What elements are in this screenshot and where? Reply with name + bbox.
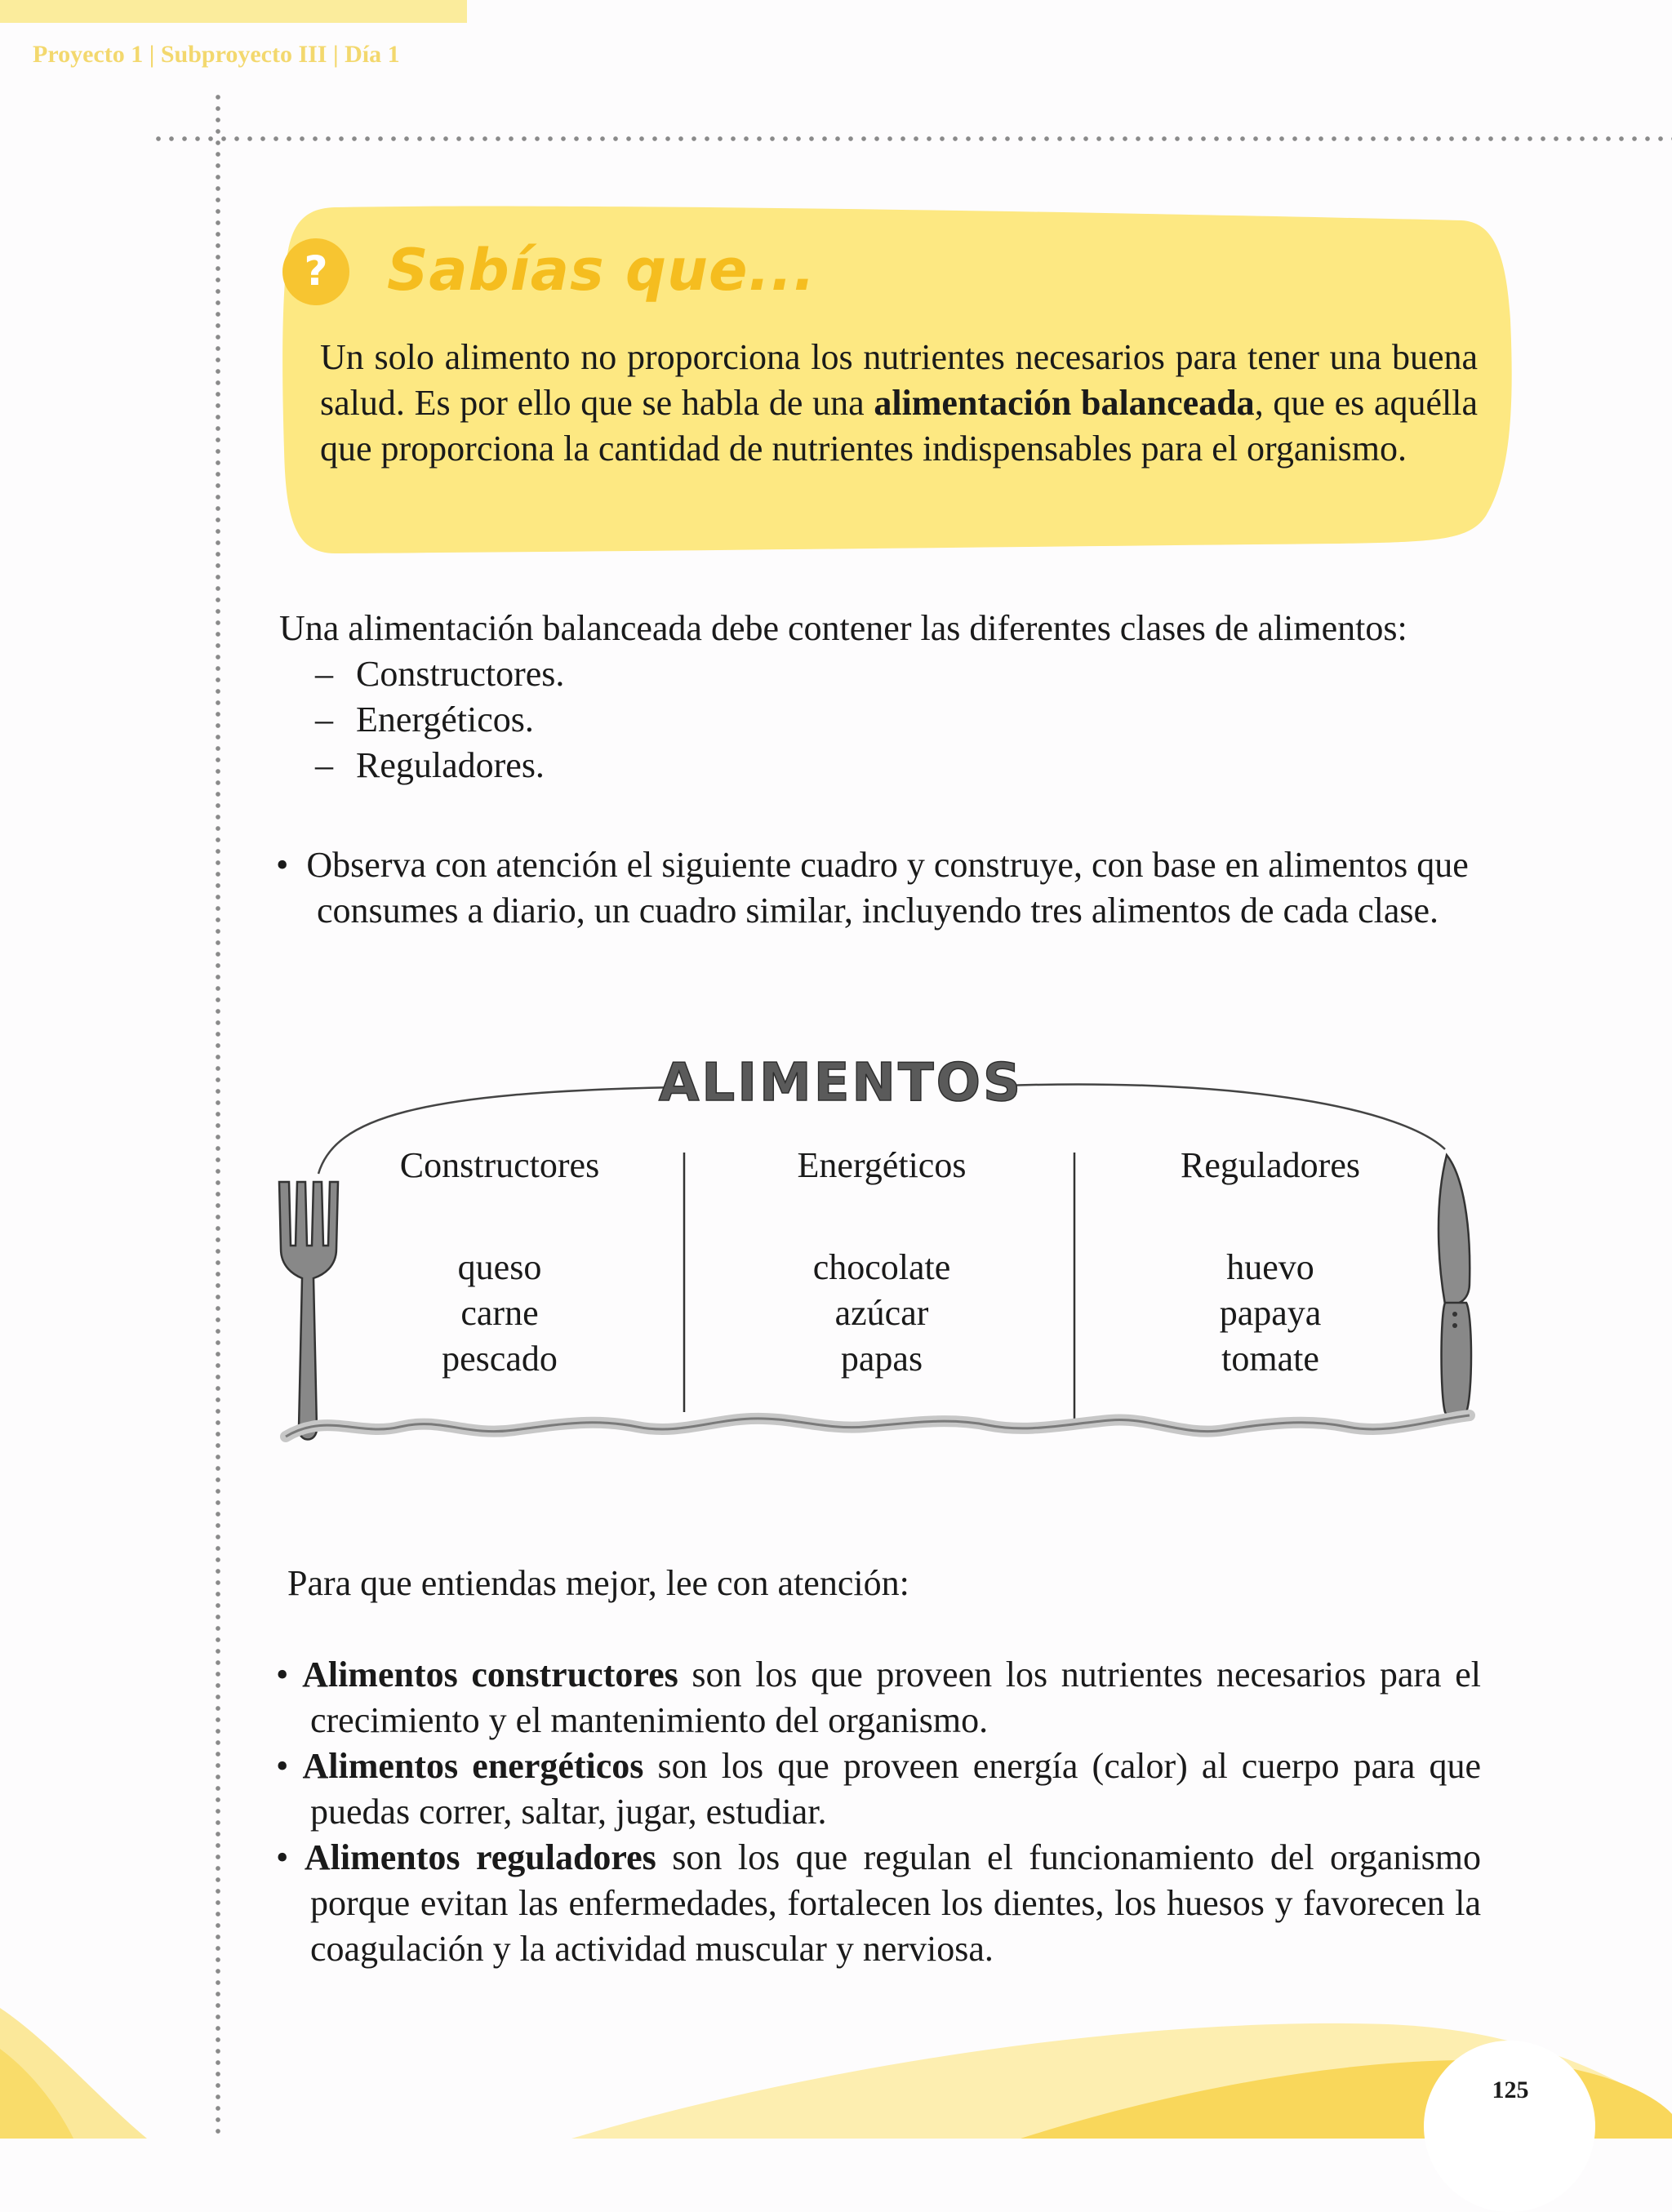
list-item-text: Energéticos.	[356, 700, 534, 740]
column-item: queso	[457, 1247, 542, 1287]
column-item: carne	[460, 1293, 539, 1333]
callout-text-part: Un solo alimento no proporciona los nutrientes necesarios para tener una buena salud. Es por ello que se habla de una	[320, 337, 1478, 423]
page-number-circle	[1424, 2041, 1595, 2212]
bullet-mark: •	[276, 845, 289, 885]
table-top-arc-right	[1004, 1084, 1445, 1149]
column-item: azúcar	[834, 1293, 929, 1333]
definition-text: son los que proveen los nutrientes necesarios para el crecimiento y el mantenimiento del organismo.	[310, 1655, 1482, 1740]
definition-item	[276, 1835, 1481, 1972]
bullet-mark: •	[276, 1837, 289, 1877]
column-item: papas	[840, 1339, 923, 1379]
bullet-mark: •	[276, 1746, 289, 1786]
definition-item	[276, 1743, 1481, 1835]
callout-text-bold: alimentación balanceada	[874, 383, 1255, 423]
definition-item	[276, 1652, 1481, 1743]
definition-term: Alimentos reguladores	[304, 1837, 656, 1877]
column-header: Energéticos	[797, 1145, 967, 1185]
table-title: ALIMENTOS	[658, 1053, 1024, 1113]
dotted-rule-horizontal	[152, 136, 1672, 141]
list-item	[315, 651, 564, 697]
column-header: Constructores	[399, 1145, 600, 1185]
bottom-wave-decoration	[0, 1975, 1672, 2139]
dotted-rule-vertical	[216, 91, 220, 2139]
column-item: papaya	[1219, 1293, 1322, 1333]
definition-text: son los que proveen energía (calor) al cuerpo para que puedas correr, saltar, jugar, estudiar.	[310, 1746, 1482, 1832]
dash-mark: –	[315, 745, 333, 785]
page-number: 125	[1492, 2077, 1529, 2103]
list-item	[315, 743, 564, 788]
food-classes-list	[315, 651, 564, 788]
callout-text	[320, 335, 1478, 472]
column-item: chocolate	[812, 1247, 951, 1287]
column-header: Reguladores	[1181, 1145, 1360, 1185]
column-item: pescado	[442, 1339, 558, 1379]
definition-term: Alimentos constructores	[302, 1655, 678, 1695]
question-badge-icon: ?	[282, 238, 349, 305]
column-item: huevo	[1226, 1247, 1314, 1287]
table-column-reguladores	[1099, 1143, 1442, 1382]
list-item-text: Constructores.	[356, 654, 565, 694]
table-column-energeticos	[710, 1143, 1053, 1382]
list-item	[315, 697, 564, 743]
table-column-constructores	[328, 1143, 671, 1382]
read-prompt: Para que entiendas mejor, lee con atención:	[287, 1563, 909, 1603]
definition-term: Alimentos energéticos	[302, 1746, 644, 1786]
instruction-text: Observa con atención el siguiente cuadro y construye, con base en alimentos que consumes a diario, un cuadro similar, incluyendo tres alimentos de cada clase.	[306, 845, 1469, 931]
callout-text-part: , que es aquélla que proporciona la cantidad de nutrientes indispensables para el organismo.	[320, 383, 1478, 469]
top-accent-bar	[0, 0, 467, 23]
callout-title: Sabías que...	[387, 237, 816, 304]
column-item: tomate	[1221, 1339, 1319, 1379]
definition-text: son los que regulan el funcionamiento del organismo porque evitan las enfermedades, fortalecen los dientes, los huesos y favorecen la coagulación y la actividad muscular y nerviosa.	[310, 1837, 1482, 1969]
bullet-mark: •	[276, 1655, 289, 1695]
running-header: Proyecto 1 | Subproyecto III | Día 1	[33, 41, 400, 68]
dash-mark: –	[315, 654, 333, 694]
definitions-list	[276, 1652, 1481, 1972]
instruction-paragraph	[276, 842, 1522, 934]
list-item-text: Reguladores.	[356, 745, 545, 785]
intro-paragraph: Una alimentación balanceada debe contener las diferentes clases de alimentos:	[279, 608, 1407, 648]
dash-mark: –	[315, 700, 333, 740]
knife-icon	[1439, 1155, 1471, 1419]
